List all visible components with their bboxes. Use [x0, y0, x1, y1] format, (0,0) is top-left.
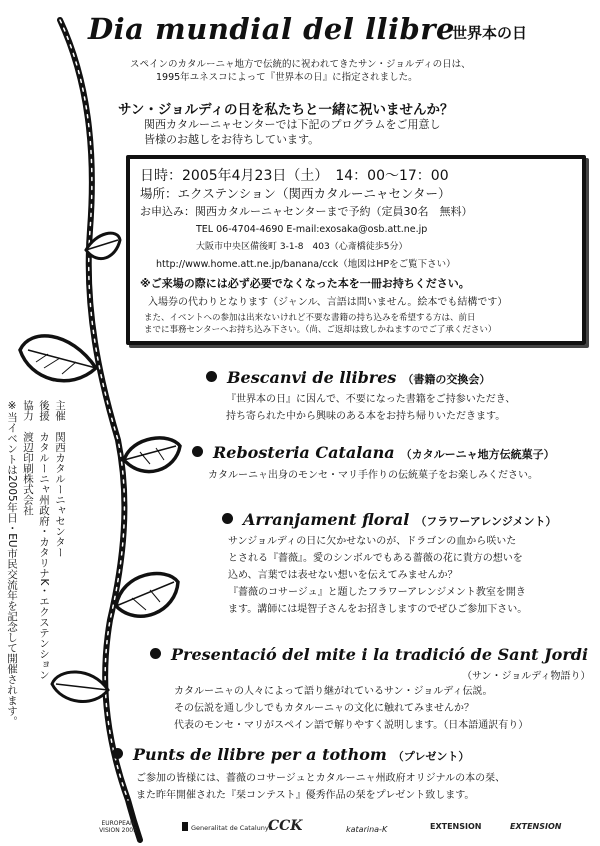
intro-line-2: 1995年ユネスコによって『世界本の日』に指定されました。	[156, 72, 418, 83]
invitation-line-2: 皆様のお越しをお待ちしています。	[144, 133, 320, 146]
credit-host: 主催 関西カタルーニャセンター	[54, 400, 66, 558]
leaf-left-icon	[20, 336, 96, 381]
section-desc-line: サンジョルディの日に欠かせないのが、ドラゴンの血から咲いた	[228, 536, 517, 547]
logo-generalitat	[182, 822, 273, 832]
section-desc-line: その伝説を通し少しでもカタルーニャの文化に触れてみませんか？	[174, 703, 474, 714]
section-title-presentacio	[150, 645, 588, 664]
logo-generalitat-text: Generalitat de Catalunya	[191, 824, 273, 832]
generalitat-emblem-icon	[182, 822, 188, 831]
section-title-jp: （カタルーニャ地方伝統菓子）	[400, 448, 555, 461]
event-venue: 場所：エクステンション（関西カタルーニャセンター）	[140, 186, 451, 201]
section-title-arranjament	[222, 510, 556, 529]
page-title: Dia mundial del llibre	[88, 12, 456, 46]
section-desc-arranjament	[228, 533, 527, 618]
section-title-text: Rebosteria Catalana	[213, 443, 395, 462]
event-address: 大阪市中央区備後町 3-1-8 403（心斎橋徒歩5分）	[196, 242, 408, 252]
section-title-jp: （フラワーアレンジメント）	[415, 515, 557, 528]
logo-cck: CCK	[268, 818, 303, 834]
section-desc-line: ご参加の皆様には、薔薇のコサージュとカタルーニャ州政府オリジナルの本の栞、	[136, 773, 506, 784]
footer-logos	[0, 808, 600, 846]
event-date: 日時：2005年4月23日（土） 14：00～17：00	[140, 168, 449, 184]
logo-european-vision: EUROPEAN VISION 2005	[99, 820, 137, 834]
event-ticket-note: 入場券の代わりとなります（ジャンル、言語は問いません。絵本でも結構です）	[148, 297, 508, 308]
section-title-text: Bescanvi de llibres	[227, 368, 397, 387]
section-desc-line: カタルーニャ出身のモンセ・マリ手作りの伝統菓子をお楽しみください。	[208, 470, 538, 481]
section-desc-presentacio	[174, 683, 528, 734]
leaf-right-icon	[124, 438, 180, 472]
section-desc-line: 込め、言葉では表せない想いを伝えてみませんか？	[228, 570, 458, 581]
section-title-punts	[112, 745, 469, 764]
section-title-jp: （書籍の交換会）	[402, 373, 491, 386]
event-contact: TEL 06-4704-4690 E-mail:exosaka@osb.att.ne.jp	[196, 224, 428, 235]
section-subtitle-presentacio: （サン・ジョルディ物語り）	[462, 671, 591, 682]
event-notice: ※ご来場の際には必ず必要でなくなった本を一冊お持ちください。	[140, 277, 470, 290]
credit-cooperation: 協力 渡辺印刷株式会社	[22, 400, 34, 516]
section-desc-line: 持ち寄られた中から興味のある本をお持ち帰りいただきます。	[226, 411, 506, 422]
section-desc-line: 代表のモンセ・マリがスペイン語で解りやすく説明します。（日本語通訳有り）	[174, 720, 529, 731]
bullet-icon	[206, 371, 217, 382]
section-desc-bescanvi	[226, 391, 515, 425]
section-title-bescanvi	[206, 368, 490, 387]
section-title-text: Punts de llibre per a tothom	[133, 745, 387, 764]
section-title-text: Arranjament floral	[243, 510, 410, 529]
section-desc-line: 『薔薇のコサージュ』と題したフラワーアレンジメント教室を開き	[228, 587, 526, 598]
section-desc-line: カタルーニャの人々によって語り継がれているサン・ジョルディ伝説。	[174, 686, 493, 697]
bullet-icon	[222, 513, 233, 524]
logo-katarina: katarina-K	[346, 825, 388, 834]
credit-support: 後援 カタルーニャ州政府・カタリナK・エクステンション	[38, 400, 50, 680]
credit-note: ※当イベントは2005年日・EU市民交流年を記念して開催されます。	[6, 400, 18, 727]
event-info-box	[126, 155, 586, 345]
section-desc-line: とされる『薔薇』。愛のシンボルでもある薔薇の花に貴方の想いを	[228, 553, 523, 564]
bullet-icon	[112, 748, 123, 759]
leaf-top-icon	[86, 233, 120, 258]
section-title-rebosteria	[192, 443, 555, 462]
logo-extension-2: EXTENSION	[510, 822, 562, 831]
intro-line-1: スペインのカタルーニャ地方で伝統的に祝われてきたサン・ジョルディの日は、	[130, 59, 471, 70]
credits-vertical	[4, 400, 68, 828]
bullet-icon	[150, 648, 161, 659]
section-desc-line: ます。講師には堤智子さんをお招きしますのでぜひご参加下さい。	[228, 604, 528, 615]
bullet-icon	[192, 446, 203, 457]
invitation-headline: サン・ジョルディの日を私たちと一緒に祝いませんか？	[118, 102, 454, 118]
event-note-line-2: までに事務センターへお持ち込み下さい。（尚、ご返却は致しかねますのでご了承ください）	[144, 325, 497, 335]
event-application: お申込み：関西カタルーニャセンターまで予約（定員30名 無料）	[140, 205, 473, 218]
leaf-lower-right-icon	[116, 574, 178, 617]
event-url[interactable]: http://www.home.att.ne.jp/banana/cck（地図はHPをご覧下さい）	[156, 259, 456, 270]
section-desc-line: 『世界本の日』に因んで、不要になった書籍をご持参いただき、	[226, 394, 516, 405]
invitation-line-1: 関西カタルーニャセンターでは下記のプログラムをご用意し	[144, 118, 441, 131]
section-desc-rebosteria	[208, 467, 538, 484]
section-desc-punts	[136, 770, 505, 804]
section-title-jp: （プレゼント）	[392, 750, 470, 763]
logo-extension-1: EXTENSION	[430, 822, 482, 831]
page-title-jp: 世界本の日	[452, 24, 528, 42]
section-title-text: Presentació del mite i la tradició de Sant Jordi	[171, 645, 589, 664]
event-note-line-1: また、イベントへの参加は出来ないけれど不要な書籍の持ち込みを希望する方は、前日	[144, 313, 476, 323]
section-desc-line: また昨年開催された『栞コンテスト』優秀作品の栞をプレゼント致します。	[136, 790, 475, 801]
